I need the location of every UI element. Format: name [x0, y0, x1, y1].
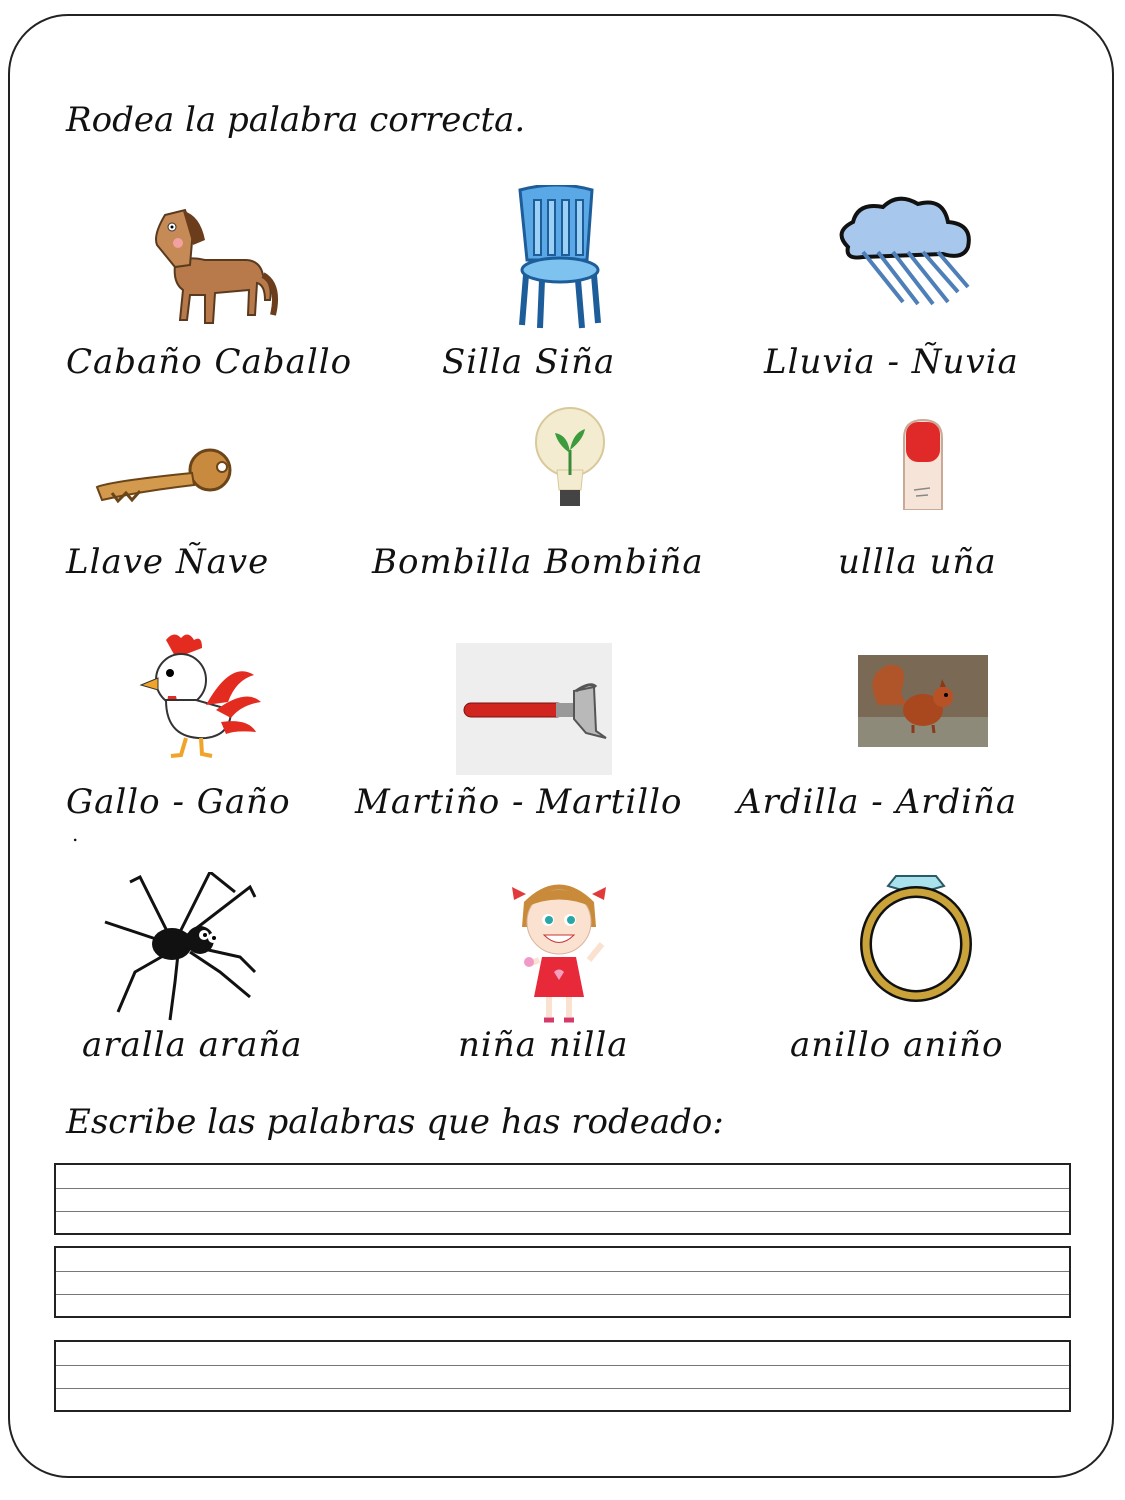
writing-lines[interactable] — [54, 1246, 1071, 1318]
spider-picture — [100, 872, 260, 1022]
write-instruction-heading: Escribe las palabras que has rodeado: — [66, 1102, 724, 1142]
word-options[interactable]: Llave Ñave — [66, 542, 270, 582]
writing-lines[interactable] — [54, 1163, 1071, 1235]
word-options[interactable]: anillo aniño — [790, 1025, 1004, 1065]
squirrel-picture — [858, 655, 988, 747]
instruction-heading: Rodea la palabra correcta. — [66, 100, 526, 140]
light-bulb-picture — [533, 405, 608, 510]
word-options[interactable]: ullla uña — [838, 542, 997, 582]
writing-lines[interactable] — [54, 1340, 1071, 1412]
word-options[interactable]: aralla araña — [82, 1025, 303, 1065]
stray-mark: . — [72, 822, 79, 846]
chair-picture — [512, 185, 602, 330]
word-options[interactable]: niña nilla — [458, 1025, 629, 1065]
rain-cloud-picture — [833, 192, 978, 307]
word-options[interactable]: Lluvia - Ñuvia — [764, 342, 1019, 382]
word-options[interactable]: Martiño - Martillo — [355, 782, 683, 822]
fingernail-picture — [898, 418, 948, 510]
key-picture — [92, 445, 237, 505]
word-options[interactable]: Cabaño Caballo — [66, 342, 353, 382]
hammer-picture — [456, 643, 612, 775]
word-options[interactable]: Ardilla - Ardiña — [737, 782, 1018, 822]
girl-picture — [504, 872, 614, 1027]
word-options[interactable]: Silla Siña — [442, 342, 616, 382]
word-options[interactable]: Bombilla Bombiña — [372, 542, 704, 582]
horse-picture — [145, 205, 280, 335]
ring-picture — [858, 872, 976, 1004]
rooster-picture — [136, 630, 266, 760]
word-options[interactable]: Gallo - Gaño — [66, 782, 291, 822]
